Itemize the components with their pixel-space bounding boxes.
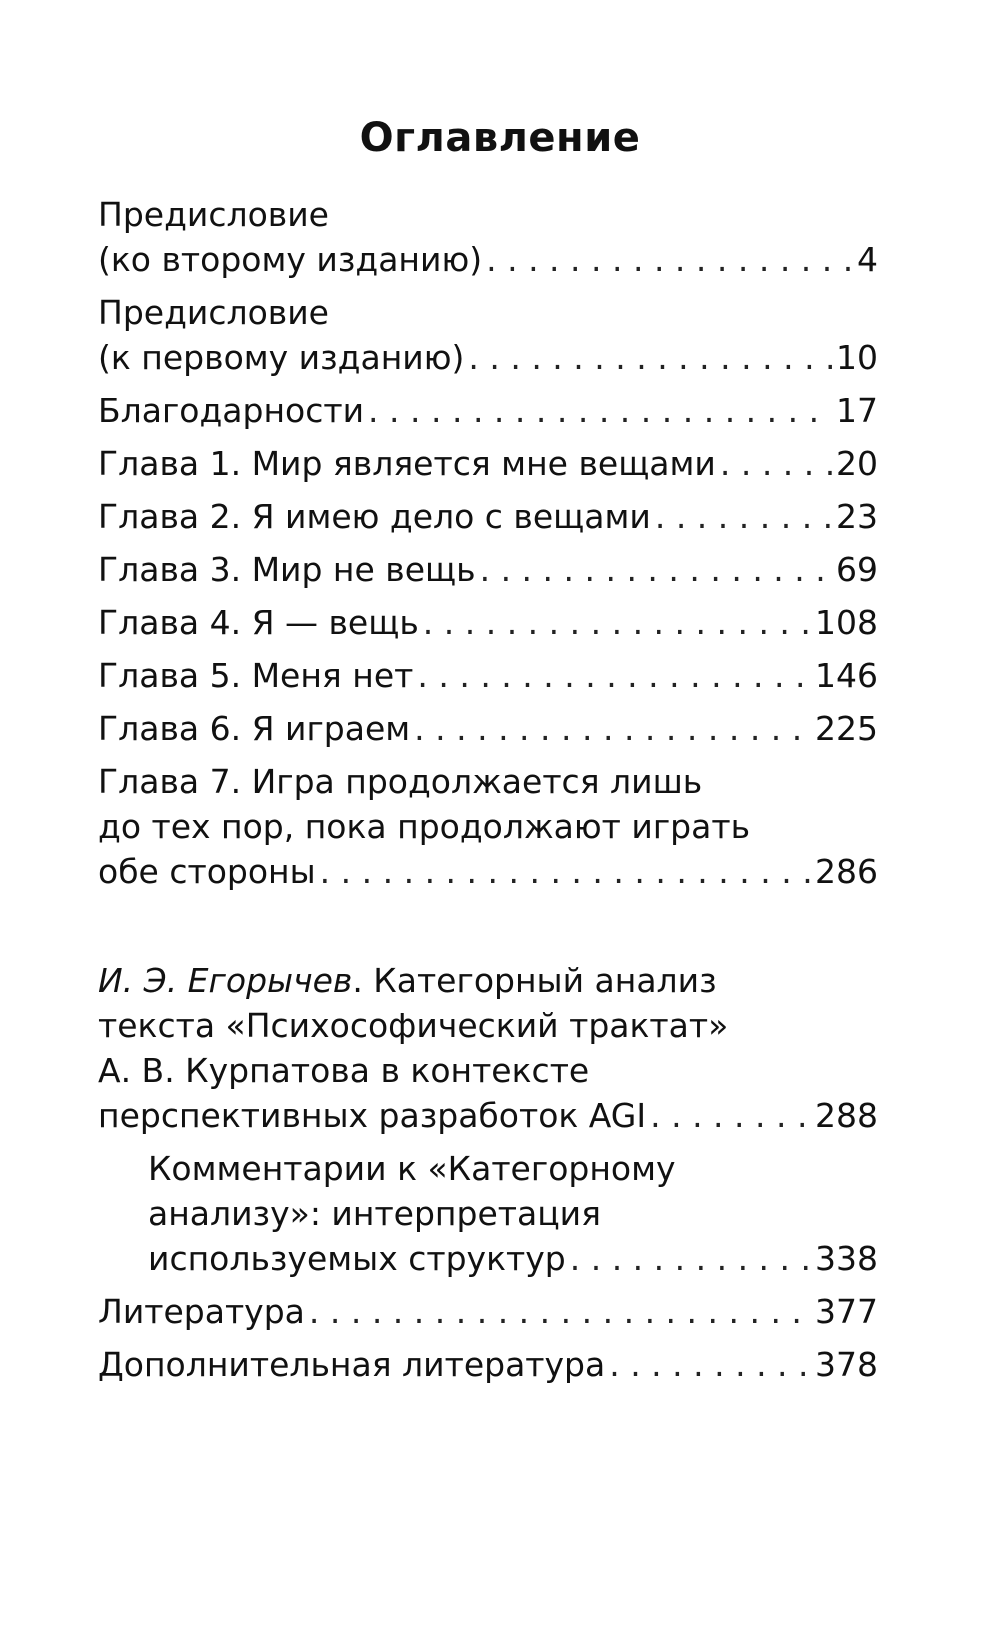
dot-leader xyxy=(423,600,811,645)
page-number: 69 xyxy=(836,550,878,589)
entry-title: Глава 5. Меня нет xyxy=(98,656,414,695)
page-number: 286 xyxy=(815,852,878,891)
toc-entry-preface-second[interactable] xyxy=(98,192,878,282)
dot-leader xyxy=(320,849,811,894)
toc-entry-commentary[interactable] xyxy=(148,1146,878,1281)
dot-leader xyxy=(609,1342,811,1387)
dot-leader xyxy=(309,1289,811,1334)
page-number: 108 xyxy=(815,603,878,642)
entry-line: Предисловие xyxy=(98,293,329,332)
entry-title: перспективных разработок AGI xyxy=(98,1096,647,1135)
toc-entry-chapter-2[interactable] xyxy=(98,494,878,539)
dot-leader xyxy=(570,1236,811,1281)
table-of-contents xyxy=(98,192,878,1395)
toc-entry-literature[interactable] xyxy=(98,1289,878,1334)
author-name: И. Э. Егорычев xyxy=(98,961,353,1000)
entry-title: Глава 4. Я — вещь xyxy=(98,603,419,642)
dot-leader xyxy=(468,335,832,380)
dot-leader xyxy=(650,1093,811,1138)
page-number: 338 xyxy=(815,1239,878,1278)
page-number: 23 xyxy=(836,497,878,536)
toc-entry-chapter-4[interactable] xyxy=(98,600,878,645)
entry-line: текста «Психософический трактат» xyxy=(98,1006,729,1045)
page-number: 378 xyxy=(815,1345,878,1384)
toc-entry-preface-first[interactable] xyxy=(98,290,878,380)
entry-line: Комментарии к «Категорному xyxy=(148,1149,676,1188)
page-number: 225 xyxy=(815,709,878,748)
dot-leader xyxy=(414,706,811,751)
page-number: 10 xyxy=(836,338,878,377)
entry-line: А. В. Курпатова в контексте xyxy=(98,1051,590,1090)
entry-title: Дополнительная литература xyxy=(98,1345,606,1384)
dot-leader xyxy=(720,441,832,486)
entry-title: Глава 6. Я играем xyxy=(98,709,411,748)
dot-leader xyxy=(480,547,832,592)
page-title: Оглавление xyxy=(359,115,641,161)
entry-line: анализу»: интерпретация xyxy=(148,1194,601,1233)
dot-leader xyxy=(417,653,811,698)
entry-line: Глава 7. Игра продолжается лишь xyxy=(98,762,703,801)
entry-title: Глава 3. Мир не вещь xyxy=(98,550,476,589)
section-gap xyxy=(98,902,878,958)
entry-line xyxy=(98,958,878,1003)
entry-title: обе стороны xyxy=(98,852,316,891)
toc-entry-appendix[interactable] xyxy=(98,958,878,1138)
entry-title: (ко второму изданию) xyxy=(98,240,483,279)
dot-leader xyxy=(368,388,832,433)
entry-line-rest: . Категорный анализ xyxy=(352,961,717,1000)
page-number: 377 xyxy=(815,1292,878,1331)
toc-entry-acknowledgements[interactable] xyxy=(98,388,878,433)
page-number: 20 xyxy=(836,444,878,483)
page-number: 4 xyxy=(857,240,878,279)
toc-entry-chapter-7[interactable] xyxy=(98,759,878,894)
dot-leader xyxy=(486,237,853,282)
entry-title: (к первому изданию) xyxy=(98,338,465,377)
dot-leader xyxy=(655,494,832,539)
toc-entry-chapter-5[interactable] xyxy=(98,653,878,698)
toc-entry-chapter-1[interactable] xyxy=(98,441,878,486)
entry-line: до тех пор, пока продолжают играть xyxy=(98,807,751,846)
entry-title: Благодарности xyxy=(98,391,365,430)
entry-title: Глава 1. Мир является мне вещами xyxy=(98,444,716,483)
page-number: 146 xyxy=(815,656,878,695)
entry-title: Глава 2. Я имею дело с вещами xyxy=(98,497,651,536)
entry-title: используемых структур xyxy=(148,1239,566,1278)
toc-entry-extra-literature[interactable] xyxy=(98,1342,878,1387)
entry-title: Литература xyxy=(98,1292,305,1331)
page-number: 17 xyxy=(836,391,878,430)
toc-entry-chapter-3[interactable] xyxy=(98,547,878,592)
page-number: 288 xyxy=(815,1096,878,1135)
entry-line: Предисловие xyxy=(98,195,329,234)
toc-entry-chapter-6[interactable] xyxy=(98,706,878,751)
